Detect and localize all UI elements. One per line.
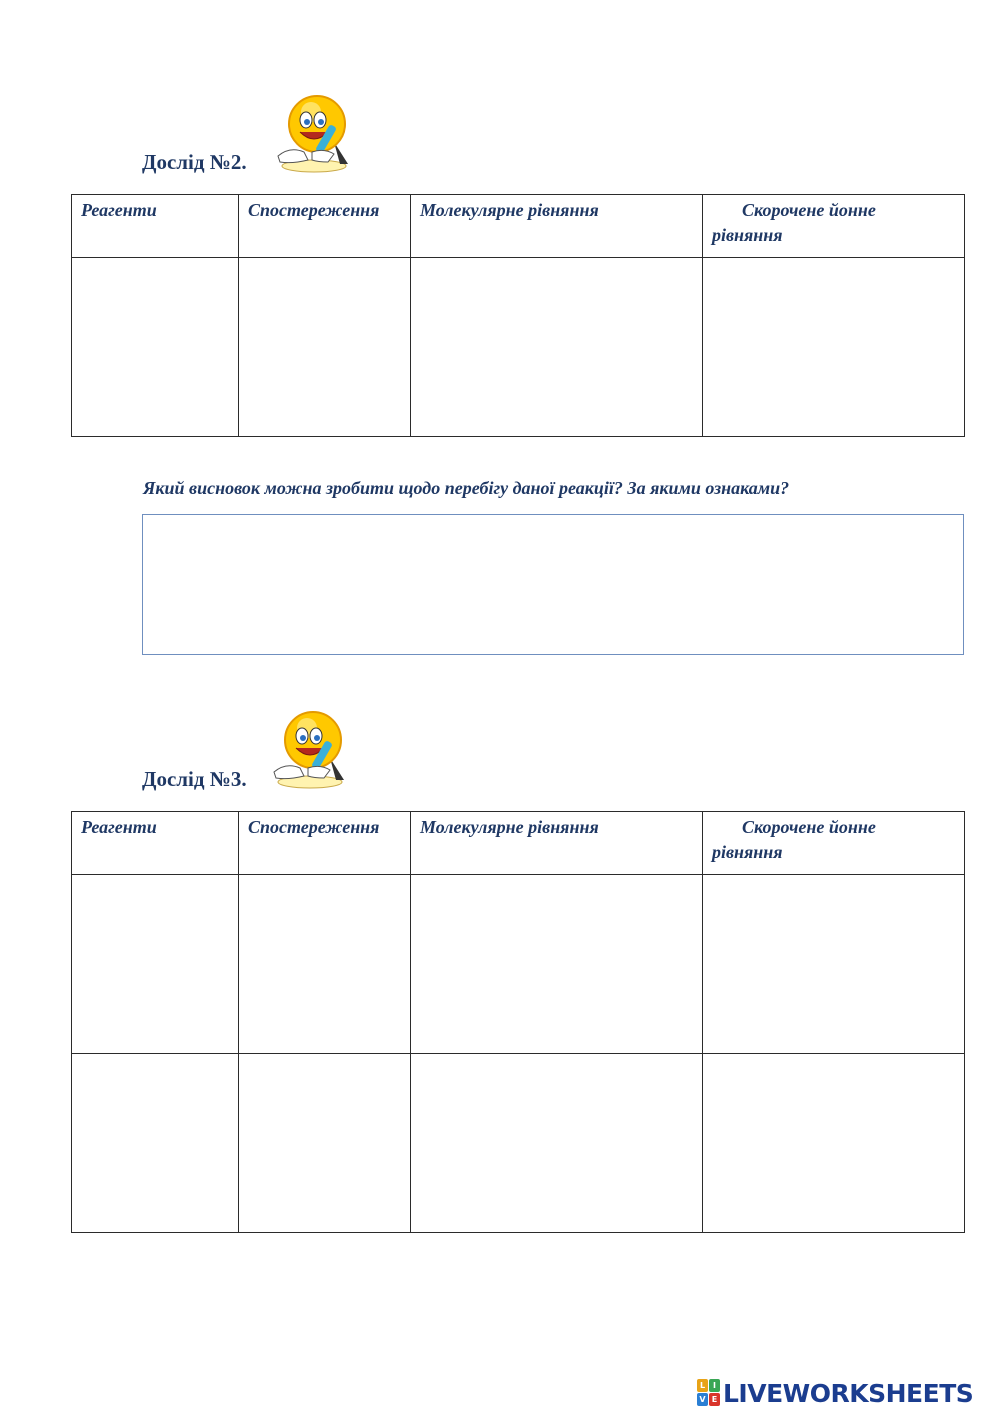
cell-ionic-input[interactable] [703,1054,965,1233]
cell-reagents-input[interactable] [72,258,239,437]
header-molecular-equation: Молекулярне рівняння [411,812,703,875]
logo-letter-i: I [709,1379,720,1392]
header-reagents: Реагенти [72,195,239,258]
cell-observations-input[interactable] [239,1054,411,1233]
liveworksheets-logo-icon [697,1379,721,1407]
cell-ionic-input[interactable] [703,258,965,437]
header-ionic-equation [703,812,965,875]
cell-reagents-input[interactable] [72,875,239,1054]
header-observations: Спостереження [239,812,411,875]
header-ionic-equation-line1: Скорочене йонне [742,817,876,837]
brand-name: LIVEWORKSHEETS [723,1378,974,1408]
header-ionic-equation-line2: рівняння [712,842,783,862]
cell-molecular-input[interactable] [411,1054,703,1233]
experiment-2-title: Дослід №2. [142,150,247,174]
experiment-3-table [71,811,965,1233]
liveworksheets-brand [697,1376,973,1410]
logo-letter-v: V [697,1393,708,1406]
cell-observations-input[interactable] [239,258,411,437]
experiment-2-table [71,194,965,437]
writing-smiley-icon [264,710,354,792]
cell-observations-input[interactable] [239,875,411,1054]
cell-molecular-input[interactable] [411,875,703,1054]
table-header-row [72,195,965,258]
conclusion-answer-input[interactable] [142,514,964,655]
table-row [72,258,965,437]
header-molecular-equation: Молекулярне рівняння [411,195,703,258]
header-reagents: Реагенти [72,812,239,875]
writing-smiley-icon [268,94,358,176]
header-ionic-equation-line1: Скорочене йонне [742,200,876,220]
header-ionic-equation [703,195,965,258]
experiment-3-title: Дослід №3. [142,767,247,791]
logo-letter-l: L [697,1379,708,1392]
logo-letter-e: E [709,1393,720,1406]
cell-ionic-input[interactable] [703,875,965,1054]
conclusion-question: Який висновок можна зробити щодо перебігу даної реакції? За якими ознаками? [143,478,790,498]
cell-reagents-input[interactable] [72,1054,239,1233]
table-row [72,1054,965,1233]
table-row [72,875,965,1054]
table-header-row [72,812,965,875]
header-observations: Спостереження [239,195,411,258]
header-ionic-equation-line2: рівняння [712,225,783,245]
cell-molecular-input[interactable] [411,258,703,437]
